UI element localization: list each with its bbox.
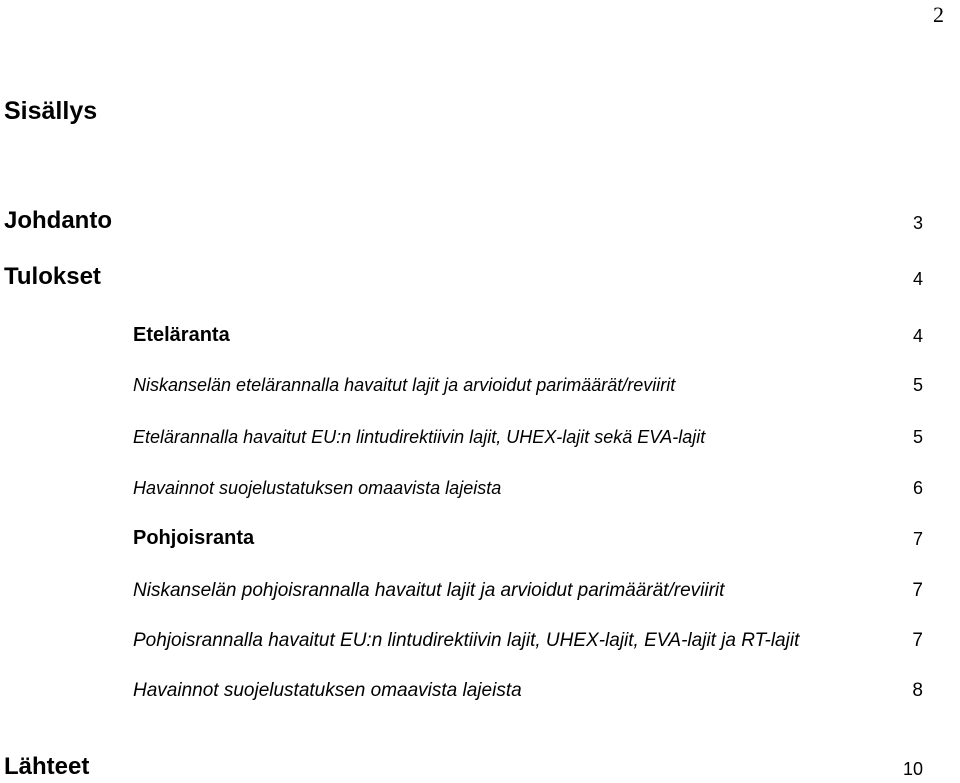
toc-entry-page: 4 [912, 269, 923, 289]
toc-entry-label: Niskanselän etelärannalla havaitut lajit ja arvioidut parimäärät/reviirit [133, 375, 676, 395]
toc-entry-page: 7 [912, 580, 923, 601]
toc-entry-etelaranta-lajit[interactable] [0, 372, 960, 402]
toc-entry-label: Johdanto [4, 207, 112, 234]
toc-entry-pohjoisranta[interactable] [0, 525, 960, 555]
toc-entry-label: Havainnot suojelustatuksen omaavista lajeista [133, 478, 502, 498]
toc-entry-johdanto[interactable] [0, 207, 960, 237]
toc-title: Sisällys [4, 97, 98, 125]
toc-entry-page: 4 [912, 326, 923, 346]
toc-entry-etelaranta-suojelustatus[interactable] [0, 475, 960, 505]
page-number: 2 [933, 2, 944, 27]
toc-entry-label: Tulokset [4, 263, 101, 290]
toc-entry-pohjoisranta-lajit[interactable] [0, 577, 960, 607]
toc-entry-label: Etelärannalla havaitut EU:n lintudirektiivin lajit, UHEX-lajit sekä EVA-lajit [133, 427, 706, 447]
toc-entry-label: Pohjoisranta [133, 527, 255, 549]
toc-entry-pohjoisranta-eu-lajit[interactable] [0, 627, 960, 657]
toc-entry-page: 3 [912, 213, 923, 233]
toc-entry-page: 7 [912, 630, 923, 651]
toc-entry-lahteet[interactable] [0, 753, 960, 783]
toc-entry-label: Eteläranta [133, 324, 230, 346]
toc-entry-label: Niskanselän pohjoisrannalla havaitut lajit ja arvioidut parimäärät/reviirit [133, 580, 725, 601]
toc-entry-page: 6 [912, 478, 923, 498]
toc-entry-label: Havainnot suojelustatuksen omaavista lajeista [133, 680, 522, 701]
toc-entry-pohjoisranta-suojelustatus[interactable] [0, 677, 960, 707]
toc-entry-page: 5 [912, 427, 923, 447]
toc-entry-label: Lähteet [4, 753, 90, 780]
toc-entry-page: 5 [912, 375, 923, 395]
toc-entry-etelaranta[interactable] [0, 322, 960, 352]
toc-entry-page: 10 [902, 759, 923, 779]
toc-entry-page: 7 [912, 529, 923, 549]
toc-entry-page: 8 [912, 680, 923, 701]
toc-entry-label: Pohjoisrannalla havaitut EU:n lintudirektiivin lajit, UHEX-lajit, EVA-lajit ja RT-lajit [133, 630, 800, 651]
toc-entry-tulokset[interactable] [0, 263, 960, 293]
toc-entry-etelaranta-eu-lajit[interactable] [0, 424, 960, 454]
